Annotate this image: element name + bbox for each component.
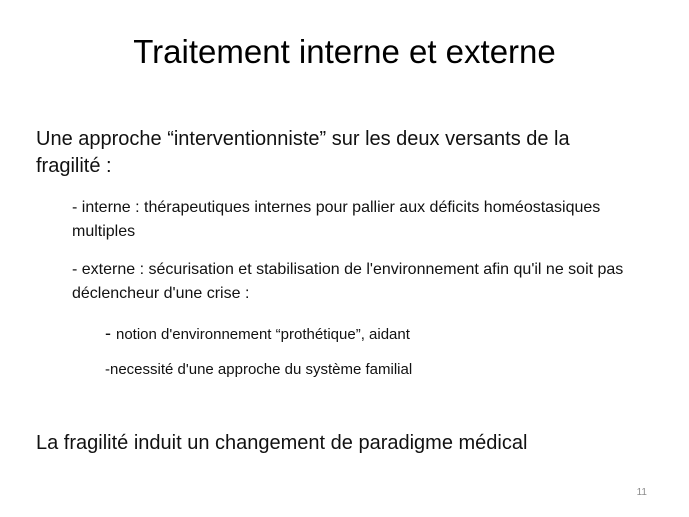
subbullet-environment-text: notion d'environnement “prothétique”, aidant xyxy=(116,326,410,343)
subbullet-family-system xyxy=(105,359,665,381)
subbullet-family-system-text: -necessité d'une approche du système familial xyxy=(105,361,413,378)
subbullet-environment xyxy=(105,322,665,346)
bullet-external: - externe : sécurisation et stabilisation de l'environnement afin qu'il ne soit pas déclencheur d'une crise : xyxy=(72,261,624,302)
bullet-internal: - interne : thérapeutiques internes pour pallier aux déficits homéostasiques multiples xyxy=(72,199,601,240)
subbullet-dash: - xyxy=(105,323,116,343)
conclusion-paragraph: La fragilité induit un changement de paradigme médical xyxy=(36,432,528,454)
page-number: 11 xyxy=(636,487,647,498)
intro-paragraph: Une approche “interventionniste” sur les deux versants de la fragilité : xyxy=(36,128,570,177)
slide-title: Traitement interne et externe xyxy=(133,33,556,70)
